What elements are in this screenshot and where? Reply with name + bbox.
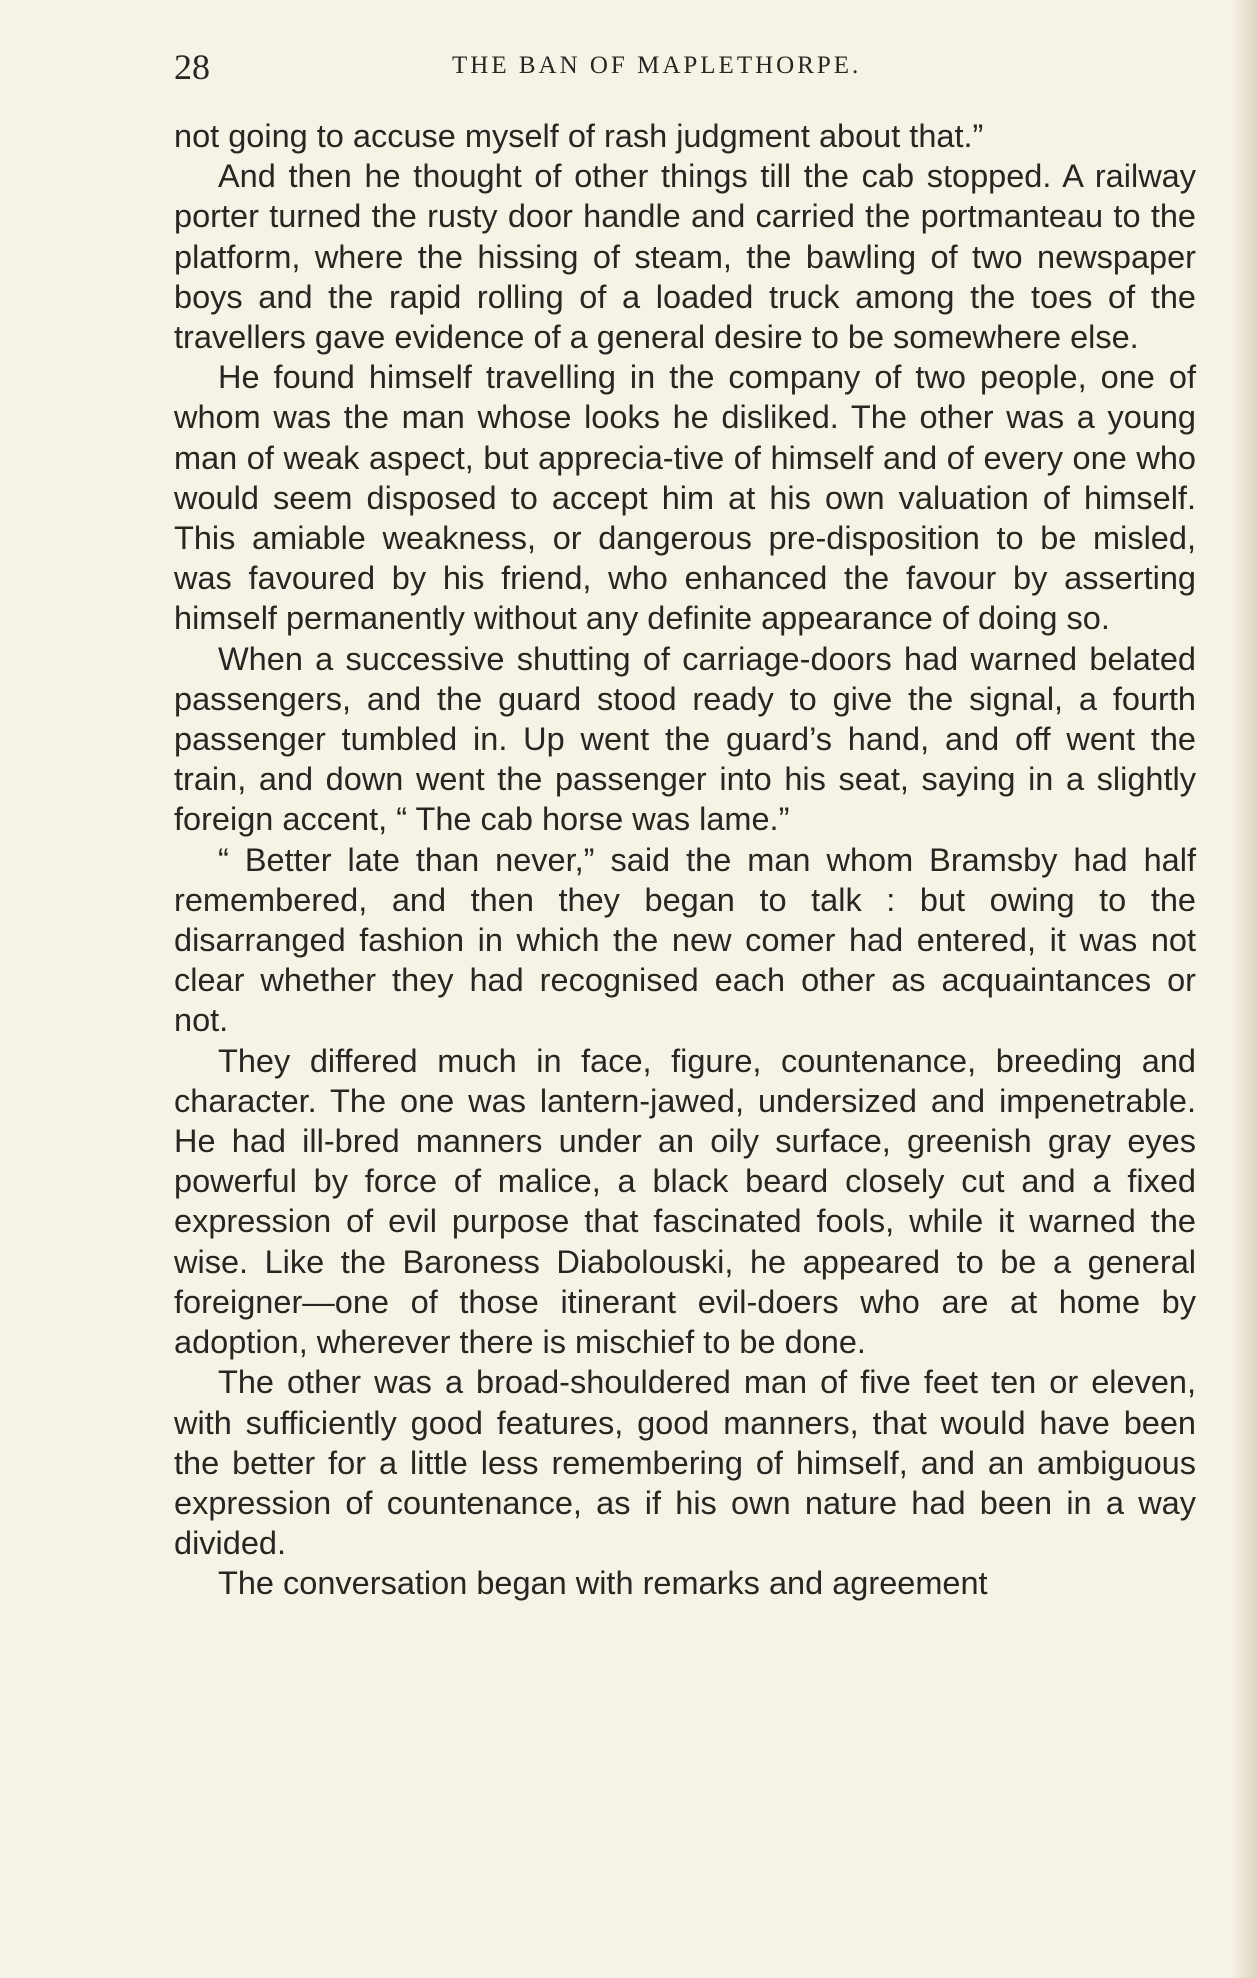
paragraph: He found himself travelling in the company of two people, one of whom was the man whose looks he disliked. The other was a young man of weak aspect, but apprecia-tive of himself and of every one who would seem disposed to accept him at his own valuation of himself. This amiable weakness, or dangerous pre-disposition to be misled, was favoured by his friend, who enhanced the favour by asserting himself permanently without any definite appearance of doing so. — [174, 359, 1196, 637]
paragraph: “ Better late than never,” said the man whom Bramsby had half remembered, and then they began to talk : but owing to the disarranged fashion in which the new comer had entered, it was not clear whether they had recognised each other as acquaintances or not. — [174, 841, 1196, 1039]
page-number: 28 — [174, 47, 210, 87]
running-title: THE BAN OF MAPLETHORPE. — [452, 52, 862, 79]
paragraph: The other was a broad-shouldered man of five feet ten or eleven, with sufficiently good features, good manners, that would have been the better for a little less remembering of himself, and an ambiguous expression of countenance, as if his own nature had been in a way divided. — [174, 1364, 1196, 1562]
paragraph: And then he thought of other things till the cab stopped. A railway porter turned the rusty door handle and carried the portmanteau to the platform, where the hissing of steam, the bawling of two newspaper boys and the rapid rolling of a loaded truck among the toes of the travellers gave evidence of a general desire to be somewhere else. — [174, 158, 1196, 356]
paragraph: The conversation began with remarks and agreement — [218, 1565, 988, 1602]
page-header — [174, 42, 1196, 92]
paragraph-continued: not going to accuse myself of rash judgment about that.” — [174, 118, 984, 154]
paragraph: When a successive shutting of carriage-doors had warned belated passengers, and the guard stood ready to give the signal, a fourth passenger tumbled in. Up went the guard’s hand, and off went the train, and down went the passenger into his seat, saying in a slightly foreign accent, “ The cab horse was lame.” — [174, 640, 1196, 838]
paragraph: They differed much in face, figure, countenance, breeding and character. The one was lantern-jawed, undersized and impenetrable. He had ill-bred manners under an oily surface, greenish gray eyes powerful by force of malice, a black beard closely cut and a fixed expression of evil purpose that fascinated fools, while it warned the wise. Like the Baroness Diabolouski, he appeared to be a general foreigner—one of those itinerant evil-doers who are at home by adoption, wherever there is mischief to be done. — [174, 1042, 1196, 1361]
page-edge-shadow — [1231, 0, 1257, 1978]
body-text — [174, 116, 1196, 1604]
